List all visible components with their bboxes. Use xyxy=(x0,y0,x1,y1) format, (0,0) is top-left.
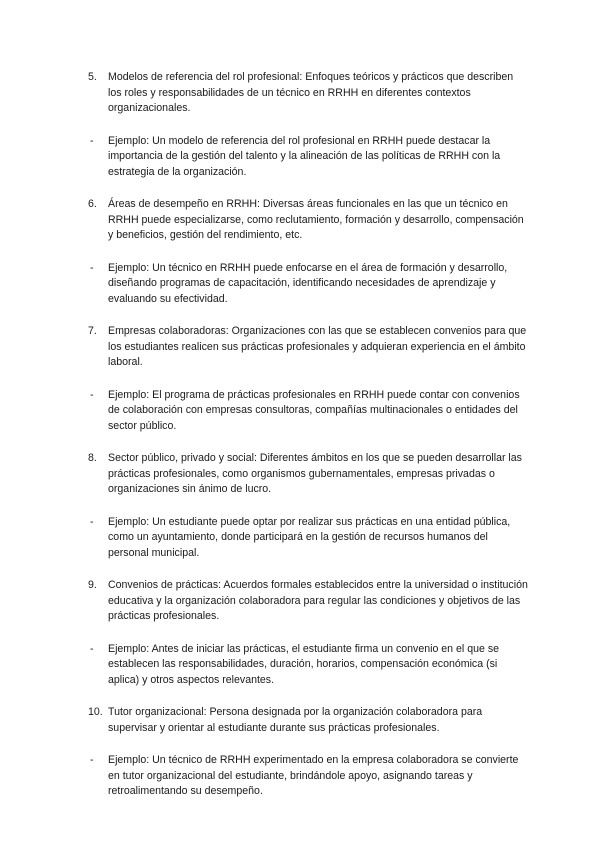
list-dash: - xyxy=(90,388,94,401)
list-item-text: Ejemplo: El programa de prácticas profesionales en RRHH puede contar con convenios de colaboración con empresas consultoras, compañías multinacionales o entidades del sector público. xyxy=(108,388,520,432)
list-dash: - xyxy=(90,261,94,274)
list-item-text: Sector público, privado y social: Diferentes ámbitos en los que se pueden desarrollar las prácticas profesionales, como organismos gubernamentales, empresas privadas o organizaciones sin ánimo de lucro. xyxy=(108,452,522,495)
list-item-example xyxy=(88,388,528,435)
list-item-example xyxy=(88,261,528,308)
list-item-definition xyxy=(88,324,528,371)
list-item-text: Ejemplo: Antes de iniciar las prácticas, el estudiante firma un convenio en el que se establecen las responsabilidades, duración, horarios, compensación económica (si aplica) y otros aspectos relevantes. xyxy=(108,642,500,686)
list-item-text: Convenios de prácticas: Acuerdos formales establecidos entre la universidad o institución educativa y la organización colaboradora para regular las condiciones y objetivos de las prácticas profesionales. xyxy=(108,579,528,622)
list-item-example xyxy=(88,642,528,689)
list-item-example xyxy=(88,134,528,181)
list-item-text: Ejemplo: Un técnico en RRHH puede enfocarse en el área de formación y desarrollo, diseñando programas de capacitación, identificando necesidades de aprendizaje y evaluando su efectividad. xyxy=(108,261,508,305)
list-dash: - xyxy=(90,134,94,147)
list-dash: - xyxy=(90,515,94,528)
list-item-text: Ejemplo: Un técnico de RRHH experimentado en la empresa colaboradora se convierte en tutor organizacional del estudiante, brindándole apoyo, asignando tareas y retroalimentando su desempeño. xyxy=(108,754,519,797)
list-item-definition xyxy=(88,705,528,736)
list-item-text: Ejemplo: Un estudiante puede optar por realizar sus prácticas en una entidad pública, como un ayuntamiento, donde participará en la gestión de recursos humanos del personal municipal. xyxy=(108,515,511,559)
list-item-definition xyxy=(88,70,528,117)
list-number: 6. xyxy=(88,198,97,210)
list-item-text: Tutor organizacional: Persona designada por la organización colaboradora para supervisar y orientar al estudiante durante sus prácticas profesionales. xyxy=(108,706,483,734)
list-dash: - xyxy=(90,754,94,766)
list-item-example xyxy=(88,515,528,562)
list-number: 10. xyxy=(88,706,103,718)
list-number: 8. xyxy=(88,452,97,464)
list-number: 9. xyxy=(88,579,97,591)
list-dash: - xyxy=(90,642,94,655)
list-item-example xyxy=(88,753,528,800)
list-item-text: Modelos de referencia del rol profesional: Enfoques teóricos y prácticos que describen los roles y responsabilidades de un técnico en RRHH en diferentes contextos organizacionales. xyxy=(108,71,514,114)
list-item-definition xyxy=(88,451,528,498)
list-item-definition xyxy=(88,578,528,625)
list-item-text: Ejemplo: Un modelo de referencia del rol profesional en RRHH puede destacar la importancia de la gestión del talento y la alineación de las políticas de RRHH con la estrategia de la organización. xyxy=(108,134,501,178)
list-item-text: Áreas de desempeño en RRHH: Diversas áreas funcionales en las que un técnico en RRHH puede especializarse, como reclutamiento, formación y desarrollo, compensación y beneficios, gestión del rendimiento, etc. xyxy=(108,198,524,241)
list-number: 5. xyxy=(88,71,97,83)
definition-list xyxy=(88,70,528,817)
list-item-text: Empresas colaboradoras: Organizaciones con las que se establecen convenios para que los estudiantes realicen sus prácticas profesionales y adquieran experiencia en el ámbito laboral. xyxy=(108,325,527,368)
list-number: 7. xyxy=(88,325,97,337)
list-item-definition xyxy=(88,197,528,244)
